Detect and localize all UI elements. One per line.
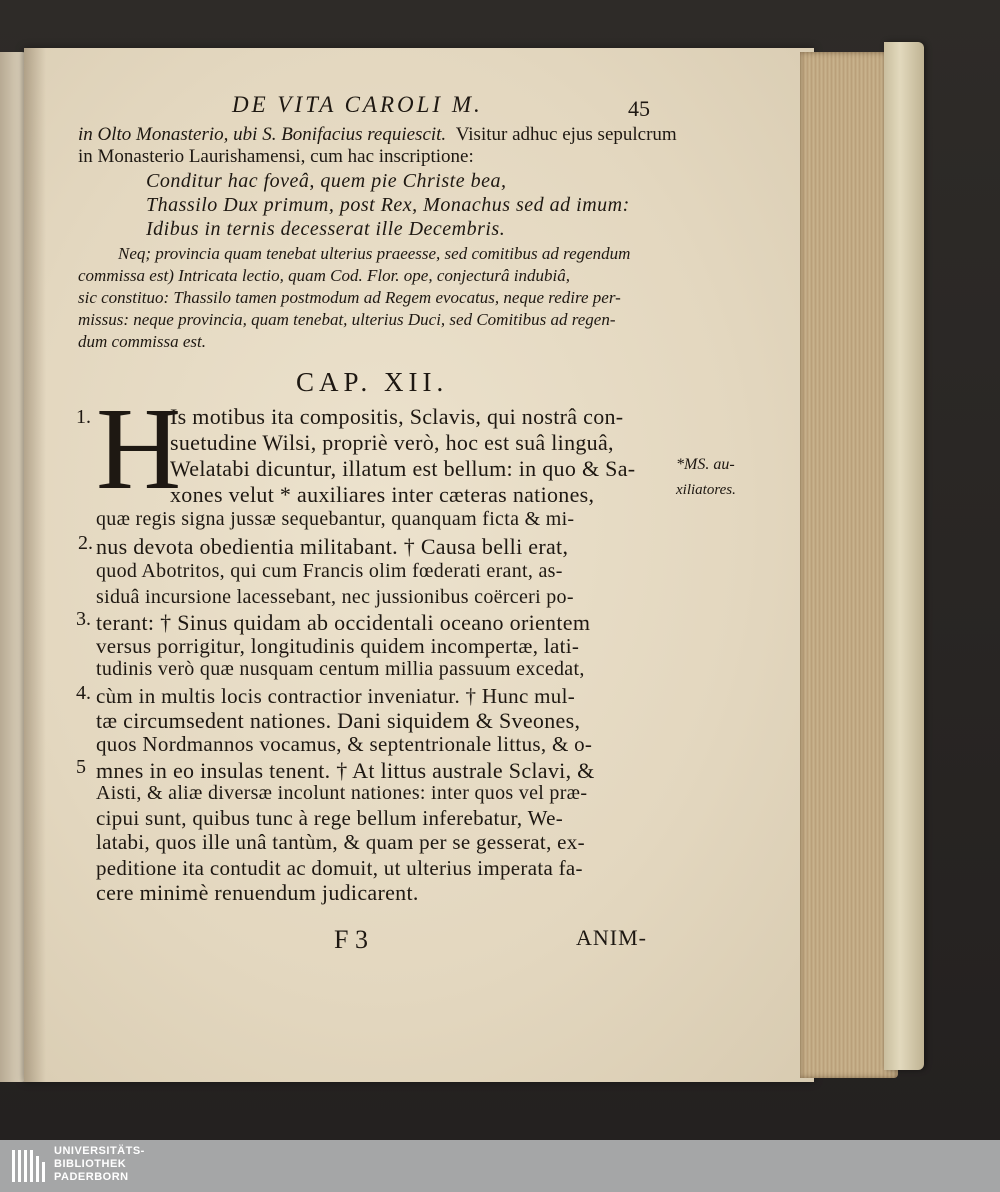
- logo-text-line: UNIVERSITÄTS-: [54, 1145, 145, 1157]
- footnote-line: missus: neque provincia, quam tenebat, ulterius Duci, sed Comitibus ad regen-: [78, 310, 616, 329]
- body-line: tudinis verò quæ nusquam centum millia passuum excedat,: [96, 658, 585, 680]
- body-line: terant: † Sinus quidam ab occidentali oceano orientem: [96, 610, 591, 635]
- page-number: 45: [628, 96, 650, 121]
- body-line: mnes in eo insulas tenent. † At littus australe Sclavi, &: [96, 758, 595, 783]
- footnote-line: sic constituo: Thassilo tamen postmodum ad Regem evocatus, neque redire per-: [78, 288, 621, 307]
- signature-mark: F 3: [334, 925, 368, 954]
- page-gutter-shadow: [24, 48, 46, 1082]
- verse-line: Thassilo Dux primum, post Rex, Monachus sed ad imum:: [146, 194, 630, 216]
- library-logo-icon: [10, 1146, 48, 1186]
- footnote-line: Neq; provincia quam tenebat ulterius praeesse, sed comitibus ad regendum: [118, 244, 631, 263]
- verse-line: Conditur hac foveâ, quem pie Christe bea,: [146, 170, 507, 192]
- running-head: DE VITA CAROLI M.: [232, 92, 483, 117]
- note-line-part: in Olto Monasterio, ubi S. Bonifacius requiescit.: [78, 124, 447, 145]
- body-line: quod Abotritos, qui cum Francis olim fœderati erant, as-: [96, 560, 563, 582]
- logo-text-line: BIBLIOTHEK: [54, 1158, 127, 1170]
- body-line: Welatabi dicuntur, illatum est bellum: in quo & Sa-: [170, 456, 636, 481]
- logo-text-line: PADERBORN: [54, 1171, 129, 1183]
- note-line: [78, 124, 677, 146]
- note-line: in Monasterio Laurishamensi, cum hac inscriptione:: [78, 146, 474, 167]
- body-line: quæ regis signa jussæ sequebantur, quanquam ficta & mi-: [96, 508, 575, 530]
- verse-line: Idibus in ternis decesserat ille Decembris.: [146, 218, 506, 240]
- chapter-heading: CAP. XII.: [296, 367, 449, 397]
- drop-cap: H: [96, 383, 182, 514]
- body-line: tæ circumsedent nationes. Dani siquidem & Sveones,: [96, 708, 581, 733]
- body-line: nus devota obedientia militabant. † Causa belli erat,: [96, 534, 569, 559]
- margin-number: 5: [76, 756, 86, 778]
- side-note-line: *MS. au-: [676, 456, 735, 473]
- book-cover-edge: [884, 42, 924, 1070]
- footnote-line: dum commissa est.: [78, 332, 206, 351]
- body-line: xones velut * auxiliares inter cæteras nationes,: [170, 482, 595, 507]
- body-line: cipui sunt, quibus tunc à rege bellum inferebatur, We-: [96, 806, 563, 830]
- body-line: siduâ incursione lacessebant, nec jussionibus coërceri po-: [96, 586, 574, 608]
- body-line: cùm in multis locis contractior inveniatur. † Hunc mul-: [96, 684, 575, 708]
- body-line: versus porrigitur, longitudinis quidem incompertæ, lati-: [96, 634, 580, 658]
- body-line: suetudine Wilsi, propriè verò, hoc est suâ linguâ,: [170, 430, 614, 455]
- body-line: latabi, quos ille unâ tantùm, & quam per se gesserat, ex-: [96, 830, 585, 854]
- margin-number: 2.: [78, 532, 93, 554]
- body-line: cere minimè renuendum judicarent.: [96, 880, 419, 905]
- note-line-part: Visitur adhuc ejus sepulcrum: [455, 124, 677, 145]
- body-line: peditione ita contudit ac domuit, ut ulterius imperata fa-: [96, 856, 583, 880]
- margin-number: 1.: [76, 406, 91, 428]
- margin-number: 3.: [76, 608, 91, 630]
- side-note-line: xiliatores.: [676, 482, 736, 498]
- body-line: Aisti, & aliæ diversæ incolunt nationes: inter quos vel præ-: [96, 782, 588, 804]
- body-line: quos Nordmannos vocamus, & septentrionale littus, & o-: [96, 732, 593, 756]
- catchword: ANIM-: [576, 925, 647, 950]
- body-line: Is motibus ita compositis, Sclavis, qui nostrâ con-: [170, 404, 624, 429]
- library-footer-bar: [0, 1140, 1000, 1192]
- footnote-line: commissa est) Intricata lectio, quam Cod. Flor. ope, conjecturâ indubiâ,: [78, 266, 570, 285]
- margin-number: 4.: [76, 682, 91, 704]
